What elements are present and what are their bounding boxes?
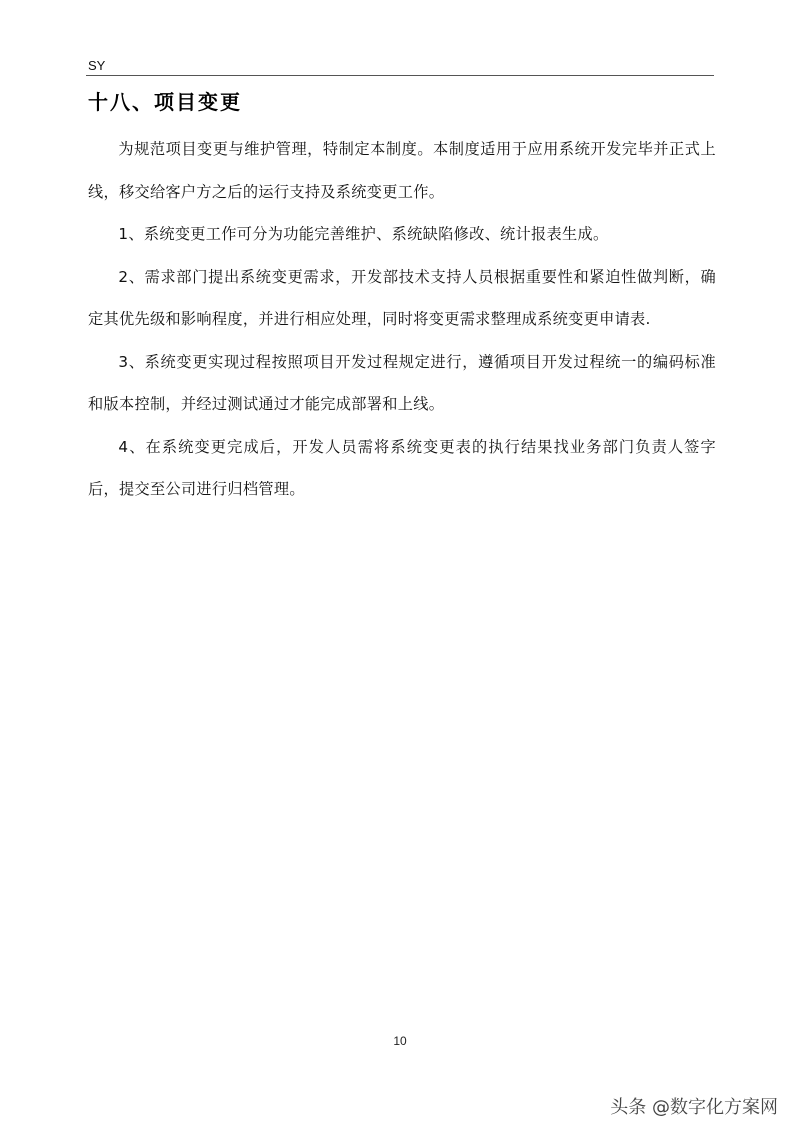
header-label: SY: [88, 58, 106, 73]
rule-paragraph-3: 3、系统变更实现过程按照项目开发过程规定进行，遵循项目开发过程统一的编码标准和版本控制，并经过测试通过才能完成部署和上线。: [88, 352, 716, 413]
document-body: [88, 128, 716, 511]
watermark: 头条 @数字化方案网: [610, 1097, 778, 1118]
intro-paragraph: 为规范项目变更与维护管理，特制定本制度。本制度适用于应用系统开发完毕并正式上线，移交给客户方之后的运行支持及系统变更工作。: [88, 140, 716, 201]
section-title: 十八、项目变更: [88, 90, 242, 114]
page-number: 10: [393, 1034, 407, 1048]
rule-paragraph-1: 1、系统变更工作可分为功能完善维护、系统缺陷修改、统计报表生成。: [118, 225, 609, 243]
rule-paragraph-4: 4、在系统变更完成后，开发人员需将系统变更表的执行结果找业务部门负责人签字后，提交至公司进行归档管理。: [88, 437, 716, 498]
header-divider: [86, 75, 714, 76]
rule-paragraph-2: 2、需求部门提出系统变更需求，开发部技术支持人员根据重要性和紧迫性做判断，确定其优先级和影响程度，并进行相应处理，同时将变更需求整理成系统变更申请表.: [88, 267, 716, 328]
